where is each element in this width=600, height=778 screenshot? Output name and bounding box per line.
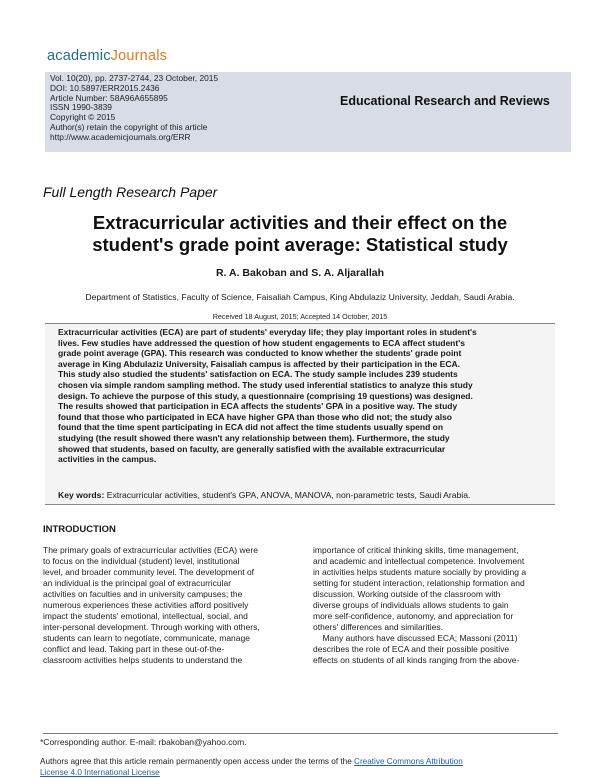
body-line: impact the students' emotional, intellectual, social, and <box>43 611 248 621</box>
publisher-logo-prefix: academic <box>47 48 111 64</box>
body-line: diverse groups of individuals allows students to gain <box>313 600 509 610</box>
publisher-logo-suffix: Journals <box>110 48 168 64</box>
body-line: students can learn to negotiate, communicate, manage <box>43 633 250 643</box>
meta-issn: ISSN 1990-3839 <box>50 102 112 113</box>
meta-article-number: Article Number: 58A96A655895 <box>50 92 168 103</box>
body-line: others' differences and similarities. <box>313 622 443 632</box>
footnote-divider <box>43 733 558 734</box>
license-link-line2[interactable]: License 4.0 International License <box>40 768 160 777</box>
meta-copyright: Copyright © 2015 <box>50 112 116 123</box>
received-dates: Received 18 August, 2015; Accepted 14 October, 2015 <box>212 312 388 321</box>
abstract-line: Extracurricular activities (ECA) are part of students' everyday life; they play important roles in student's <box>58 327 477 337</box>
abstract-line: grade point average (GPA). This research was conducted to know whether the students' grade point <box>58 348 462 359</box>
body-line: describes the role of ECA and their possible positive <box>313 644 510 654</box>
body-column-right <box>313 545 565 666</box>
abstract-line: activities in the campus. <box>58 454 157 465</box>
meta-rights: Author(s) retain the copyright of this article <box>50 121 208 132</box>
meta-volume: Vol. 10(20), pp. 2737-2744, 23 October, 2015 <box>50 73 219 83</box>
body-line: inter-personal development. Through working with others, <box>43 622 260 632</box>
body-line: an individual is the principal goal of extracurricular <box>43 578 232 588</box>
abstract-line: chosen via simple random sampling method. The study used inferential statistics to analyze this study <box>58 379 473 390</box>
body-line: activities on faculties and in university campuses; the <box>43 589 243 599</box>
body-column-left <box>43 545 295 666</box>
abstract <box>58 327 544 465</box>
keywords-label: Key words: <box>58 490 105 500</box>
license-link-line1[interactable]: Creative Commons Attribution <box>354 757 463 766</box>
body-line: discussion. Working outside of the classroom with <box>313 589 501 599</box>
paper-type: Full Length Research Paper <box>43 184 218 200</box>
body-line: level, and broader community level. The development of <box>43 567 255 577</box>
publisher-logo <box>47 48 167 64</box>
abstract-line: average in King Abdulaziz University, Faisaliah campus is affected by their participation in the ECA. <box>58 358 460 369</box>
abstract-line: This study also studied the students' satisfaction on ECA. The study sample includes 239 students <box>58 369 458 380</box>
abstract-line: lives. Few studies have addressed the question of how student engagements to ECA affect student's <box>58 337 465 348</box>
body-line: setting for student interaction, relationship formation and <box>313 578 525 588</box>
meta-doi: DOI: 10.5897/ERR2015.2436 <box>50 82 160 93</box>
body-line: numerous experiences these activities afford positively <box>43 600 249 610</box>
abstract-line: found that those who participated in ECA have higher GPA than those who did not; the study also <box>58 411 453 422</box>
authors: R. A. Bakoban and S. A. Aljarallah <box>215 267 385 279</box>
meta-url[interactable]: http://www.academicjournals.org/ERR <box>50 131 191 142</box>
body-line: conflict and lead. Taking part in these out-of-the- <box>43 644 225 654</box>
body-line: to focus on the individual (student) level, institutional <box>43 556 240 566</box>
keywords <box>58 490 470 500</box>
abstract-line: showed that students, based on faculty, are generally satisfied with the available extracurricular <box>58 443 446 454</box>
section-heading-introduction: INTRODUCTION <box>43 524 116 535</box>
keywords-text: Extracurricular activities, student's GPA, ANOVA, MANOVA, non-parametric tests, Saudi Arabia. <box>106 490 471 500</box>
body-line: effects on students of all kinds ranging from the above- <box>313 655 520 665</box>
corresponding-author: *Corresponding author. E-mail: rbakoban@yahoo.com. <box>40 737 247 747</box>
body-line: classroom activities helps students to understand the <box>43 655 243 665</box>
journal-name: Educational Research and Reviews <box>340 94 550 108</box>
abstract-line: studying (the result showed there wasn't any relationship between them). Furthermore, the study <box>58 432 450 443</box>
body-line: more self-confidence, autonomy, and appreciation for <box>313 611 514 621</box>
affiliation: Department of Statistics, Faculty of Science, Faisaliah Campus, King Abdulaziz University, Jeddah, Saudi Arabia. <box>85 292 515 302</box>
title-line: student's grade point average: Statistical study <box>92 234 508 255</box>
body-line: in activities helps students mature socially by providing a <box>313 567 527 577</box>
body-line: importance of critical thinking skills, time management, <box>313 545 519 555</box>
license-notice <box>40 756 570 778</box>
body-line: Many authors have discussed ECA; Massoni (2011) <box>313 633 518 643</box>
abstract-line: The results showed that participation in ECA affects the students' GPA in a positive way. The study <box>58 401 458 412</box>
body-line: The primary goals of extracurricular activities (ECA) were <box>43 545 258 555</box>
body-line: and academic and intellectual competence. Involvement <box>313 556 525 566</box>
abstract-line: found that the time spent participating in ECA did not affect the time students usually spend on <box>58 422 444 433</box>
article-title <box>40 212 560 256</box>
journal-meta <box>50 74 218 143</box>
license-text: Authors agree that this article remain permanently open access under the terms of the <box>40 757 352 766</box>
title-line: Extracurricular activities and their effect on the <box>92 212 508 233</box>
abstract-line: design. To achieve the purpose of this study, a questionnaire (comprising 19 questions) was designed. <box>58 390 473 401</box>
